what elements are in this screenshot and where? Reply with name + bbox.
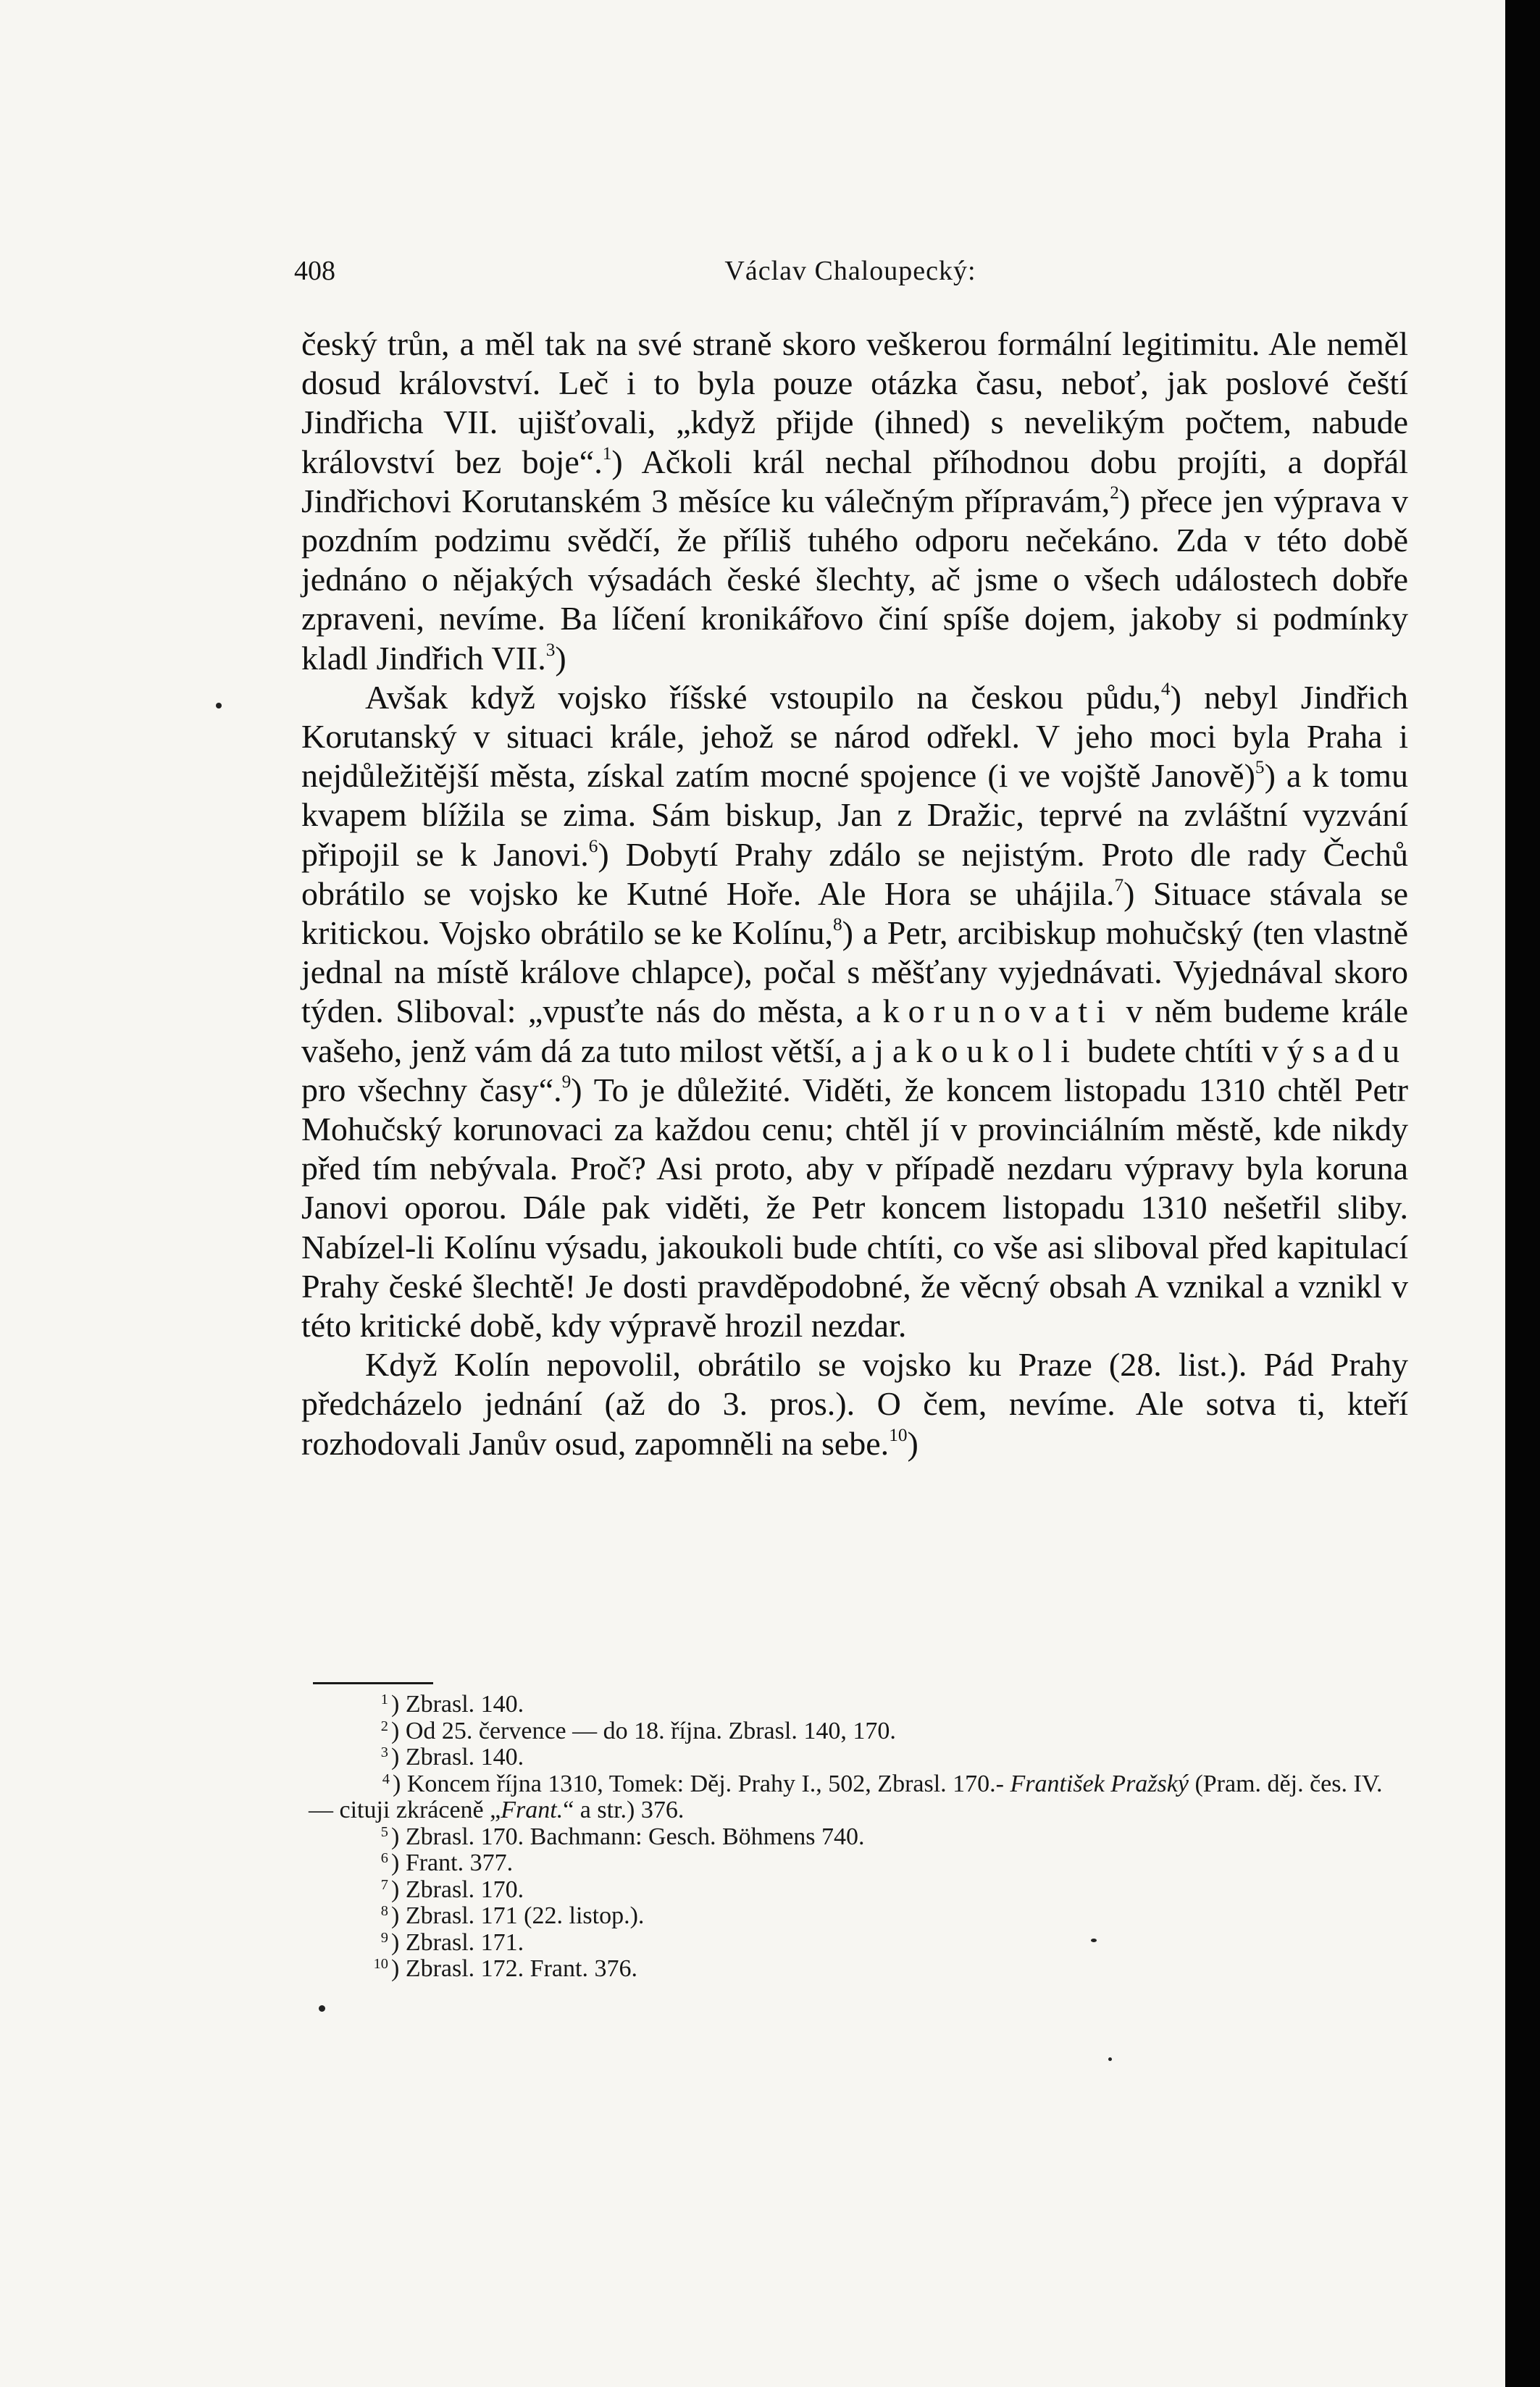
footnote-text: ) Zbrasl. 171. bbox=[391, 1928, 524, 1956]
text-run: ) Situace stávala se kritickou. Vojsko obrátilo se ke Kolínu, bbox=[301, 874, 1408, 952]
footnote-text: ) Koncem října 1310, Tomek: Děj. Prahy I., 502, Zbrasl. 170.- bbox=[393, 1770, 1004, 1797]
footnote-separator bbox=[313, 1682, 433, 1684]
footnote-mark: 1 bbox=[380, 1691, 388, 1707]
paragraph-1 bbox=[301, 325, 1408, 678]
footnote-ref-10[interactable]: 10 bbox=[889, 1424, 908, 1445]
running-title: Václav Chaloupecký: bbox=[724, 256, 976, 286]
footnote-text: ) Zbrasl. 171 (22. listop.). bbox=[391, 1902, 645, 1929]
footnote-mark: 8 bbox=[380, 1902, 388, 1919]
scan-speck bbox=[1108, 2057, 1112, 2061]
footnote-ref-2[interactable]: 2 bbox=[1110, 482, 1119, 503]
scan-speck bbox=[319, 2005, 325, 2012]
footnote-text: “ a str.) 376. bbox=[563, 1797, 685, 1823]
text-run: pro všechny časy“. bbox=[301, 1071, 562, 1108]
footnote-3 bbox=[309, 1744, 1405, 1771]
text-run: v něm budeme krále vašeho, jenž vám dá za tuto milost větší, a bbox=[301, 992, 1408, 1069]
footnote-italic: František Pražský bbox=[1010, 1770, 1189, 1797]
footnote-ref-6[interactable]: 6 bbox=[588, 835, 598, 856]
footnote-italic: Frant. bbox=[501, 1797, 564, 1823]
footnote-text: ) Zbrasl. 140. bbox=[391, 1744, 524, 1771]
footnote-text: ) Zbrasl. 170. bbox=[391, 1876, 524, 1903]
footnote-10 bbox=[309, 1956, 1405, 1983]
footnote-8 bbox=[309, 1903, 1405, 1930]
footnote-ref-7[interactable]: 7 bbox=[1114, 874, 1124, 895]
footnote-ref-1[interactable]: 1 bbox=[602, 443, 612, 464]
footnote-mark: 7 bbox=[380, 1876, 388, 1893]
text-run: Když Kolín nepovolil, obrátilo se vojsko ku Praze (28. list.). Pád Prahy předcházelo jednání (až do 3. pros.). O čem, nevíme. Ale sotva ti, kteří rozhodovali Janův osud, zapomněli na sebe. bbox=[301, 1346, 1408, 1462]
footnote-mark: 5 bbox=[380, 1823, 388, 1840]
footnote-mark: 6 bbox=[380, 1849, 388, 1866]
footnote-text: (Pram. děj. čes. IV. — cituji zkráceně „ bbox=[309, 1770, 1383, 1823]
footnote-ref-3[interactable]: 3 bbox=[545, 639, 556, 660]
spaced-emphasis: jakoukoli bbox=[874, 1032, 1079, 1069]
footnote-text: ) Zbrasl. 170. Bachmann: Gesch. Böhmens 740. bbox=[391, 1823, 865, 1850]
footnote-9 bbox=[309, 1930, 1405, 1957]
spaced-emphasis: korunovati bbox=[882, 992, 1114, 1030]
text-run: ) bbox=[907, 1424, 918, 1462]
text-run: ) nebyl Jindřich Korutanský v situaci krále, jehož se národ odřekl. V jeho moci byla Praha i nejdůležitější města, získal zatím mocné spojence (i ve vojště Janově) bbox=[301, 678, 1408, 795]
footnote-ref-4[interactable]: 4 bbox=[1160, 678, 1171, 699]
footnote-mark: 3 bbox=[380, 1744, 388, 1760]
text-run: ) Ačkoli král nechal příhodnou dobu projíti, a dopřál Jindřichovi Korutanském 3 měsíce ku válečným přípravám, bbox=[301, 443, 1408, 519]
text-run: Avšak když vojsko říšské vstoupilo na českou půdu, bbox=[365, 678, 1161, 716]
footnote-7 bbox=[309, 1877, 1405, 1904]
footnote-2 bbox=[309, 1718, 1405, 1745]
main-text bbox=[301, 325, 1408, 1463]
footnote-mark: 9 bbox=[380, 1929, 388, 1946]
footnote-text: ) Frant. 377. bbox=[391, 1849, 514, 1876]
footnote-5 bbox=[309, 1824, 1405, 1851]
scan-speck bbox=[1091, 1939, 1097, 1942]
footnote-ref-9[interactable]: 9 bbox=[561, 1071, 572, 1092]
footnote-1 bbox=[309, 1692, 1405, 1718]
paragraph-3 bbox=[301, 1345, 1408, 1463]
spaced-emphasis: výsadu bbox=[1261, 1032, 1408, 1069]
page-header bbox=[294, 255, 1407, 290]
footnote-mark: 2 bbox=[380, 1718, 388, 1734]
text-run: ) přece jen výprava v pozdním podzimu svědčí, že příliš tuhého odporu nečekáno. Zda v této době jednáno o nějakých výsadách české šlechty, ač jsme o všech událostech dobře zpraveni, nevíme. Ba líčení kronikářovo činí spíše dojem, jakoby si podmínky kladl Jindřich VII. bbox=[301, 482, 1408, 677]
footnotes bbox=[309, 1692, 1405, 1983]
paragraph-2 bbox=[301, 678, 1408, 1345]
footnote-mark: 4 bbox=[382, 1771, 390, 1787]
text-run: ) a Petr, arcibiskup mohučský (ten vlastně jednal na místě králove chlapce), počal s měšťany vyjednávati. Vyjednával skoro týden. Sliboval: „vpusťte nás do města, a bbox=[301, 914, 1408, 1030]
text-run: ) bbox=[555, 639, 566, 677]
text-run: český trůn, a měl tak na své straně skoro veškerou formální legitimitu. Ale neměl dosud království. Leč i to byla pouze otázka času, neboť, jak poslové čeští Jindřicha VII. ujišťovali, „když přijde (ihned) s nevelikým počtem, nabude království bez boje“. bbox=[301, 325, 1408, 480]
footnote-ref-8[interactable]: 8 bbox=[832, 914, 842, 935]
footnote-4 bbox=[309, 1771, 1405, 1824]
footnote-text: ) Zbrasl. 172. Frant. 376. bbox=[391, 1955, 637, 1982]
footnote-ref-5[interactable]: 5 bbox=[1255, 757, 1265, 778]
text-run: ) To je důležité. Viděti, že koncem listopadu 1310 chtěl Petr Mohučský korunovaci za každou cenu; chtěl jí v provinciálním městě, kde nikdy před tím nebývala. Proč? Asi proto, aby v případě nezdaru výpravy byla koruna Janovi oporou. Dále pak viděti, že Petr koncem listopadu 1310 nešetřil sliby. Nabízel-li Kolínu výsadu, jakoukoli bude chtíti, co vše asi sliboval před kapitulací Prahy české šlechtě! Je dosti pravděpodobné, že věcný obsah A vznikal a vznikl v této kritické době, kdy výpravě hrozil nezdar. bbox=[301, 1071, 1408, 1345]
text-run: budete chtíti bbox=[1079, 1032, 1262, 1069]
page-number: 408 bbox=[294, 256, 335, 286]
footnote-mark: 10 bbox=[373, 1955, 388, 1972]
text-run: ) Dobytí Prahy zdálo se nejistým. Proto dle rady Čechů obrátilo se vojsko ke Kutné Hoře. Ale Hora se uhájila. bbox=[301, 835, 1408, 912]
text-run: ) a k tomu kvapem blížila se zima. Sám biskup, Jan z Dražic, teprvé na zvláštní vyzvání připojil se k Janovi. bbox=[301, 757, 1409, 873]
scan-speck bbox=[216, 703, 222, 708]
footnote-text: ) Od 25. července — do 18. října. Zbrasl. 140, 170. bbox=[391, 1717, 896, 1744]
footnote-text: ) Zbrasl. 140. bbox=[391, 1691, 524, 1718]
scan-border bbox=[1505, 0, 1540, 2387]
footnote-6 bbox=[309, 1850, 1405, 1877]
